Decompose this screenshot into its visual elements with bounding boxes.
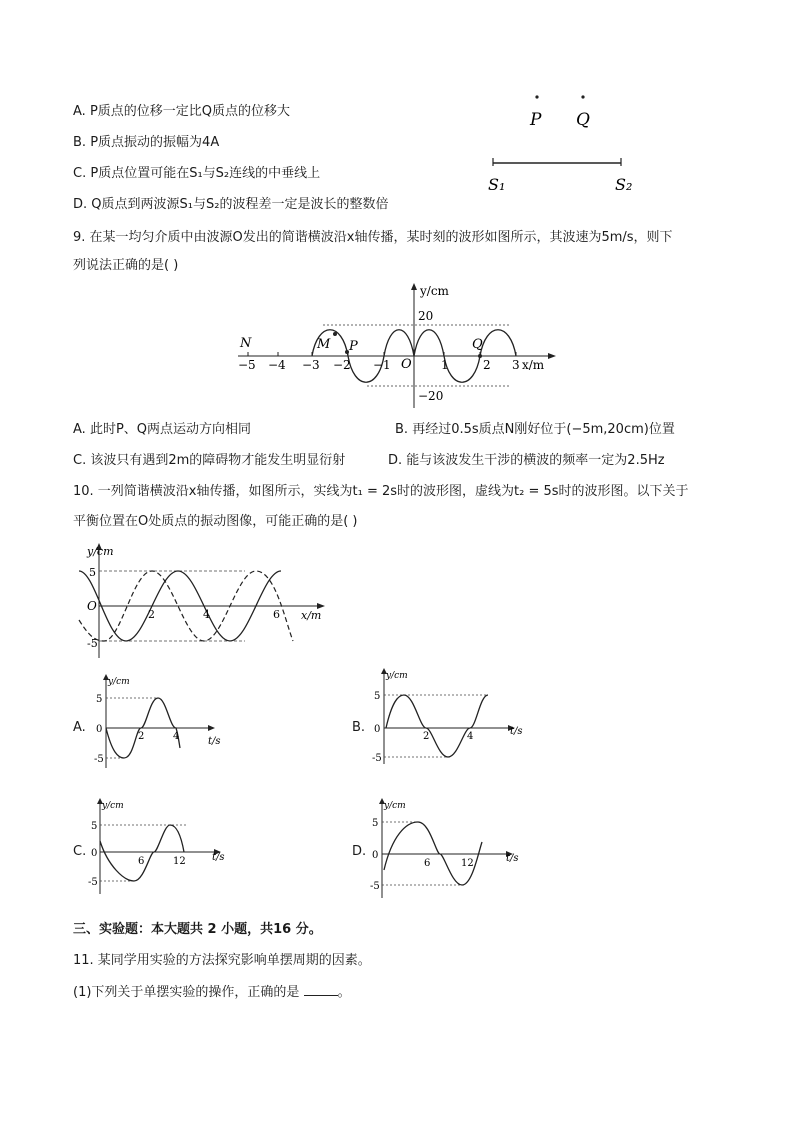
origin-label: 0 <box>372 850 379 861</box>
point-p-dot <box>535 95 538 98</box>
point-q-label: Q <box>472 337 483 352</box>
q10-main-figure <box>75 540 335 660</box>
x-axis-arrow <box>548 353 556 359</box>
y-bottom-label: -5 <box>88 877 98 888</box>
x-axis-label: t/s <box>212 852 225 863</box>
y-axis-label: y/cm <box>420 284 449 298</box>
tick-label-minus4: −4 <box>268 358 286 372</box>
tick-label-minus3: −3 <box>302 358 320 372</box>
tick-label-1: 2 <box>138 731 145 742</box>
origin-label: O <box>401 357 412 372</box>
q8-figure <box>480 88 640 203</box>
point-q-dot <box>581 95 584 98</box>
tick-label-2: 12 <box>173 856 186 867</box>
q9-option-c: C. 该波只有遇到2m的障碍物才能发生明显衍射 <box>73 453 346 468</box>
q10-option-b-figure <box>368 666 528 766</box>
y-axis-label: y/cm <box>386 671 408 681</box>
tick-label-minus5: −5 <box>238 358 256 372</box>
label-s2: S₂ <box>615 175 633 194</box>
q8-option-b: B. P质点振动的振幅为4A <box>73 135 220 150</box>
tick-label-6: 6 <box>273 608 280 621</box>
point-m-dot <box>333 332 337 336</box>
q10-option-c-figure <box>88 796 238 896</box>
y-top-label: 5 <box>89 566 96 579</box>
tick-label-minus1: −1 <box>373 358 391 372</box>
q11-sub1 <box>73 983 351 1002</box>
y-axis-label: y/cm <box>108 677 130 687</box>
tick-label-3: 3 <box>512 358 520 372</box>
q11-stem: 11. 某同学用实验的方法探究影响单摆周期的因素。 <box>73 953 371 968</box>
y-top-label: 5 <box>374 691 381 702</box>
section-3-heading: 三、实验题：本大题共 2 小题，共16 分。 <box>73 922 322 937</box>
tick-label-2: 4 <box>173 731 180 742</box>
y-top-label: 5 <box>96 694 103 705</box>
point-p-label: P <box>349 339 358 354</box>
q8-option-a: A. P质点的位移一定比Q质点的位移大 <box>73 104 291 119</box>
origin-label: 0 <box>374 724 381 735</box>
y-axis-label: y/cm <box>384 801 406 811</box>
q10-option-a-key: A. <box>73 720 86 735</box>
q9-stem-line2: 列说法正确的是( ) <box>73 258 179 273</box>
q10-option-c-key: C. <box>73 844 87 859</box>
origin-label: 0 <box>91 848 98 859</box>
y-bottom-label: -5 <box>94 754 104 765</box>
label-s1: S₁ <box>488 175 506 194</box>
tick-label-1: 1 <box>441 358 449 372</box>
origin-label: O <box>87 599 97 613</box>
q10-option-d-figure <box>366 796 536 901</box>
q9-wave-figure <box>230 280 560 412</box>
q8-option-c: C. P质点位置可能在S₁与S₂连线的中垂线上 <box>73 166 321 181</box>
q10-option-b-key: B. <box>352 720 366 735</box>
tick-label-1: 6 <box>138 856 145 867</box>
curve <box>386 695 488 757</box>
point-q-dot <box>478 354 482 358</box>
point-n-label: N <box>240 336 252 351</box>
q10-stem-line1: 10. 一列简谐横波沿x轴传播，如图所示，实线为t₁ = 2s时的波形图，虚线为t₂ = 5s时的波形图。以下关于 <box>73 484 689 499</box>
tick-label-1: 6 <box>424 858 431 869</box>
q11-sub1-end: 。 <box>337 985 351 1000</box>
x-axis-arrow <box>208 725 215 731</box>
x-axis-label: t/s <box>510 726 523 737</box>
x-axis-label: t/s <box>208 736 221 747</box>
x-axis-label: x/m <box>522 358 545 372</box>
y-axis-arrow <box>411 283 417 290</box>
x-axis-label: t/s <box>506 853 519 864</box>
q9-option-b: B. 再经过0.5s质点N刚好位于(−5m,20cm)位置 <box>395 422 675 437</box>
tick-label-1: 2 <box>423 731 430 742</box>
q8-option-d: D. Q质点到两波源S₁与S₂的波程差一定是波长的整数倍 <box>73 197 389 212</box>
q9-stem-line1: 9. 在某一均匀介质中由波源O发出的简谐横波沿x轴传播，某时刻的波形如图所示，其波速为5m/s，则下 <box>73 230 673 245</box>
y-axis-label: y/cm <box>87 545 114 558</box>
tick-label-2: 12 <box>461 858 474 869</box>
q10-stem-line2: 平衡位置在O处质点的振动图像，可能正确的是( ) <box>73 514 358 529</box>
label-p: P <box>530 110 542 130</box>
y-axis-label: y/cm <box>102 801 124 811</box>
q11-sub1-text: (1)下列关于单摆实验的操作，正确的是 <box>73 985 300 1000</box>
y-top-label: 20 <box>418 309 434 323</box>
origin-label: 0 <box>96 724 103 735</box>
y-bottom-label: -5 <box>370 881 380 892</box>
tick-label-minus2: −2 <box>333 358 351 372</box>
y-top-label: 5 <box>91 821 98 832</box>
tick-label-2: 2 <box>483 358 491 372</box>
y-bottom-label: -5 <box>87 637 98 650</box>
x-axis-label: x/m <box>301 609 322 622</box>
label-q: Q <box>576 110 590 130</box>
curve <box>100 825 184 881</box>
q11-sub1-answer-blank[interactable] <box>304 983 338 996</box>
tick-label-2: 2 <box>148 608 155 621</box>
q9-option-a: A. 此时P、Q两点运动方向相同 <box>73 422 252 437</box>
q9-option-d: D. 能与该波发生干涉的横波的频率一定为2.5Hz <box>388 453 665 468</box>
y-top-label: 5 <box>372 818 379 829</box>
tick-label-2: 4 <box>467 731 474 742</box>
y-bottom-label: −20 <box>418 389 444 403</box>
y-bottom-label: -5 <box>372 753 382 764</box>
tick-label-4: 4 <box>203 608 210 621</box>
q10-option-d-key: D. <box>352 844 367 859</box>
point-m-label: M <box>317 337 331 352</box>
q10-option-a-figure <box>90 672 230 772</box>
